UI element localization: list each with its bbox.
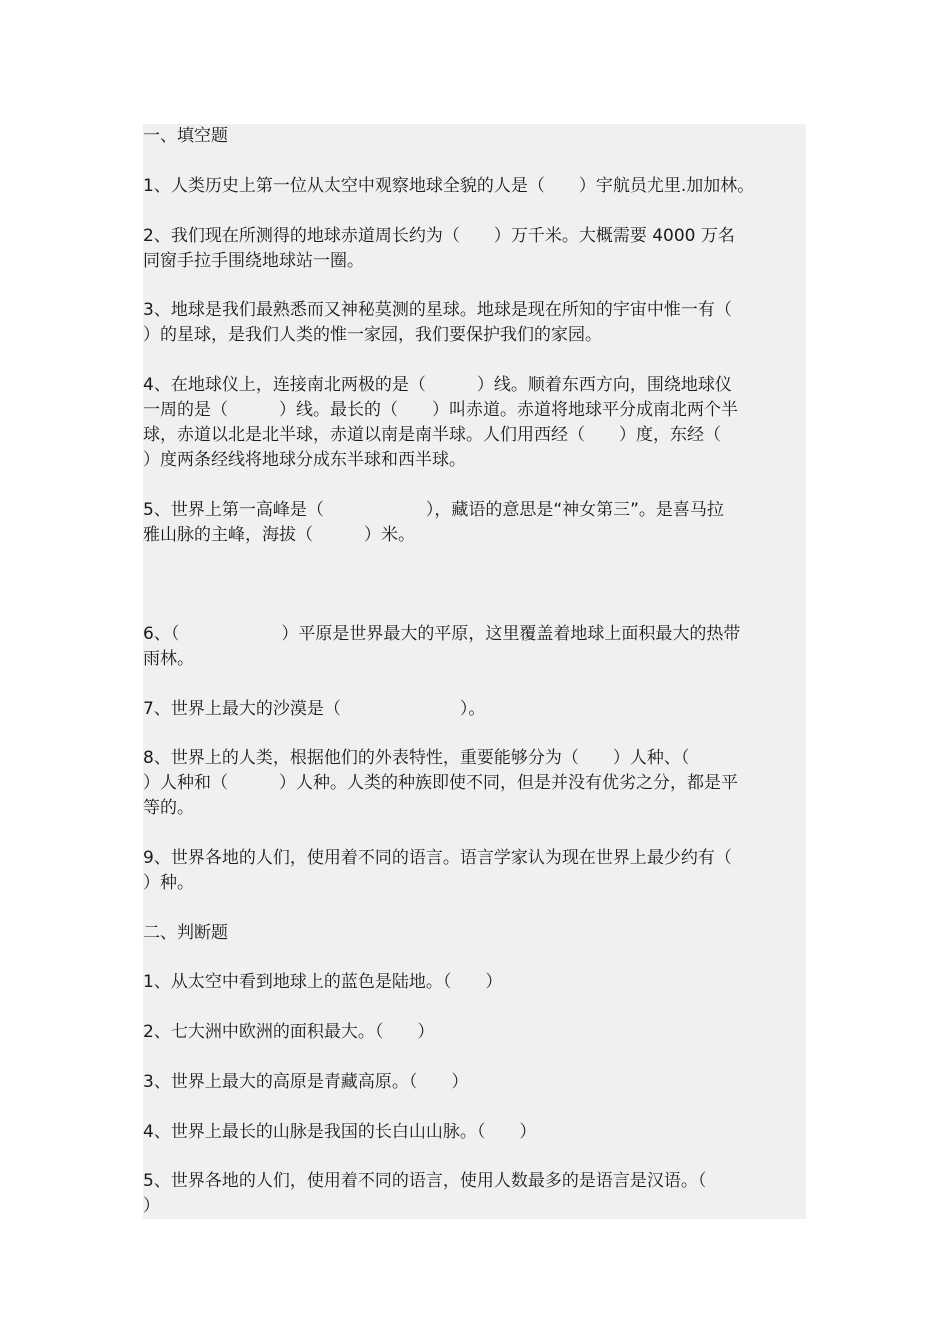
question-line: 雅山脉的主峰，海拔（ ）米。 xyxy=(143,525,415,545)
question-line: 雨林。 xyxy=(143,649,194,669)
section-heading-true-false: 二、判断题 xyxy=(143,923,228,943)
question-line: 3、地球是我们最熟悉而又神秘莫测的星球。地球是现在所知的宇宙中惟一有（ xyxy=(143,300,732,320)
worksheet-content xyxy=(143,124,806,1219)
question-line: 5、世界上第一高峰是（ ），藏语的意思是“神女第三”。是喜马拉 xyxy=(143,500,724,520)
question-line: 等的。 xyxy=(143,798,194,818)
question-line: ）人种和（ ）人种。人类的种族即使不同，但是并没有优劣之分，都是平 xyxy=(143,773,738,793)
question-line: ）度两条经线将地球分成东半球和西半球。 xyxy=(143,450,466,470)
question-line: 一周的是（ ）线。最长的（ ）叫赤道。赤道将地球平分成南北两个半 xyxy=(143,400,738,420)
question-line: ）种。 xyxy=(143,873,194,893)
question-line: 3、世界上最大的高原是青藏高原。（ ） xyxy=(143,1072,469,1092)
question-line: 6、（ ）平原是世界最大的平原，这里覆盖着地球上面积最大的热带 xyxy=(143,624,741,644)
question-line: 2、我们现在所测得的地球赤道周长约为（ ）万千米。大概需要 4000 万名 xyxy=(143,226,735,246)
question-line: 5、世界各地的人们，使用着不同的语言，使用人数最多的是语言是汉语。（ xyxy=(143,1171,707,1191)
question-line: 球，赤道以北是北半球，赤道以南是南半球。人们用西经（ ）度，东经（ xyxy=(143,425,721,445)
question-line: 1、人类历史上第一位从太空中观察地球全貌的人是（ ）宇航员尤里.加加林。 xyxy=(143,176,755,196)
question-line: ） xyxy=(143,1196,160,1216)
question-line: 4、在地球仪上，连接南北两极的是（ ）线。顺着东西方向，围绕地球仪 xyxy=(143,375,732,395)
question-line: ）的星球，是我们人类的惟一家园，我们要保护我们的家园。 xyxy=(143,325,602,345)
question-line: 7、世界上最大的沙漠是（ ）。 xyxy=(143,699,486,719)
question-line: 8、世界上的人类，根据他们的外表特性，重要能够分为（ ）人种、（ xyxy=(143,748,690,768)
question-line: 2、七大洲中欧洲的面积最大。（ ） xyxy=(143,1022,435,1042)
question-line: 9、世界各地的人们，使用着不同的语言。语言学家认为现在世界上最少约有（ xyxy=(143,848,732,868)
question-line: 同窗手拉手围绕地球站一圈。 xyxy=(143,251,364,271)
question-line: 1、从太空中看到地球上的蓝色是陆地。（ ） xyxy=(143,972,503,992)
section-heading-fill-blank: 一、填空题 xyxy=(143,126,228,146)
question-line: 4、世界上最长的山脉是我国的长白山山脉。（ ） xyxy=(143,1122,537,1142)
